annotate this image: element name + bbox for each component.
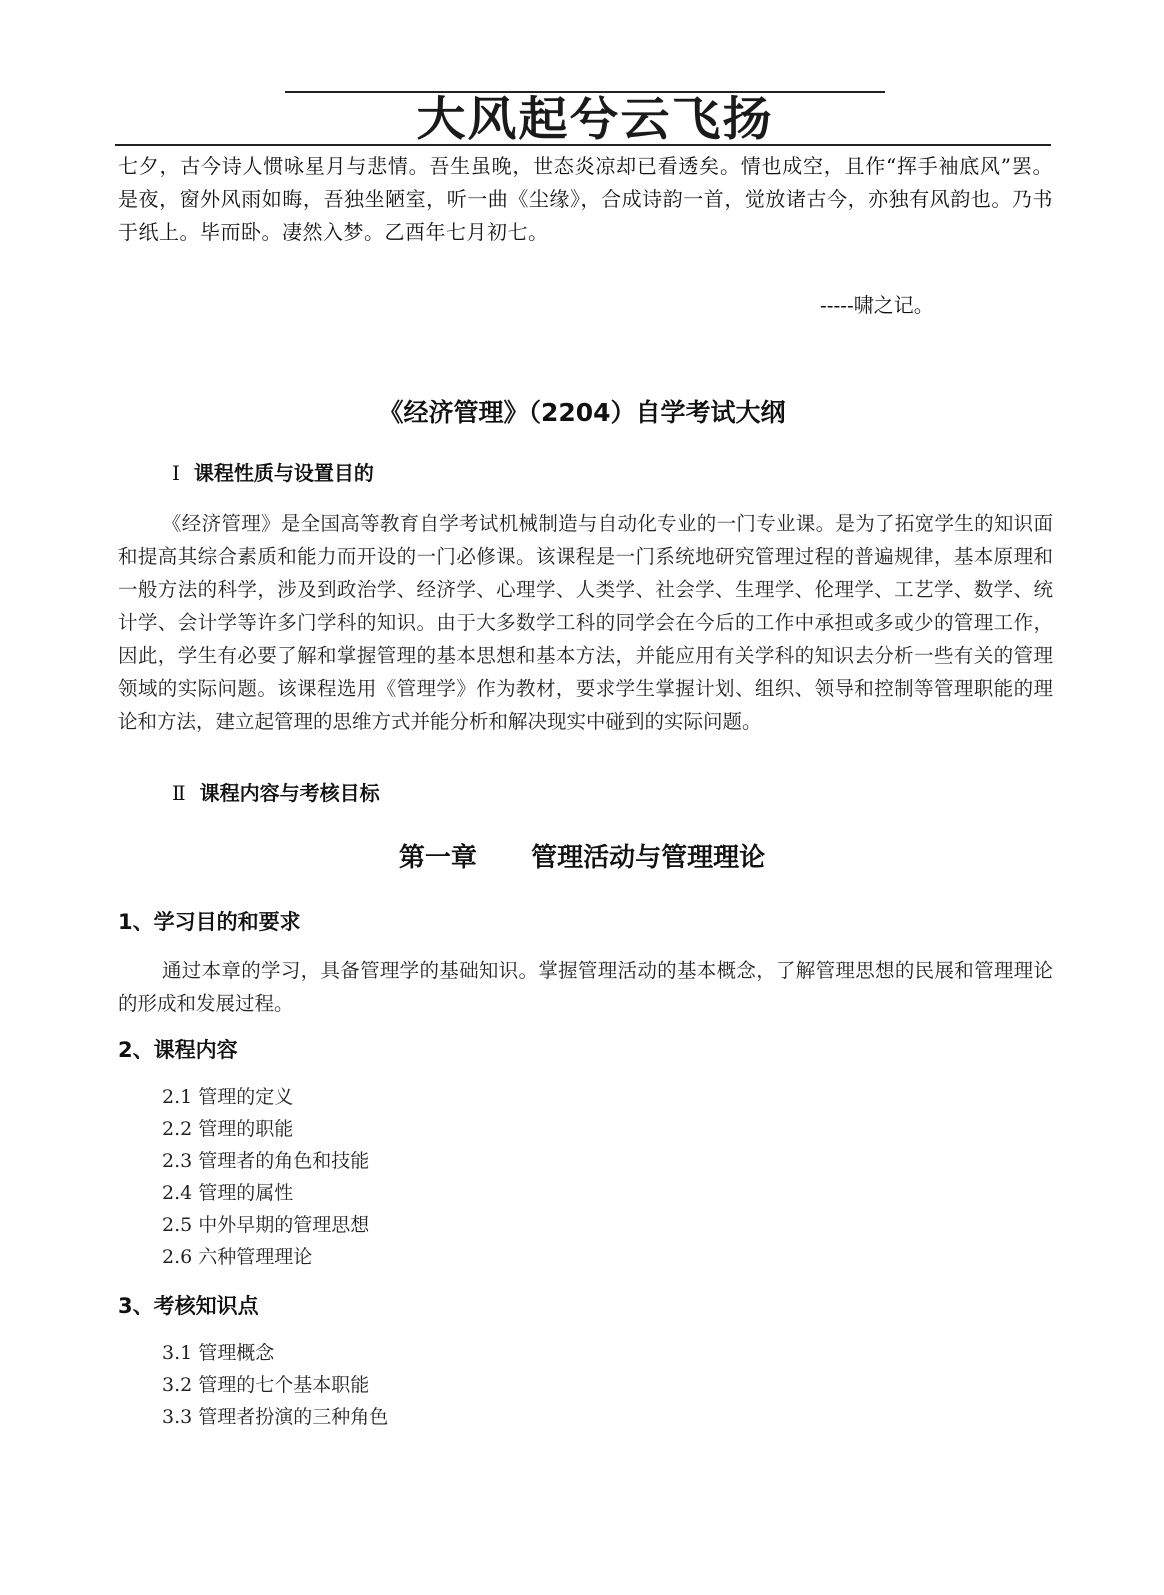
- course-intro-paragraph: 《经济管理》是全国高等教育自学考试机械制造与自动化专业的一门专业课。是为了拓宽学生的知识面和提高其综合素质和能力而开设的一门必修课。该课程是一门系统地研究管理过程的普遍规律，基本原理和一般方法的科学，涉及到政治学、经济学、心理学、人类学、社会学、生理学、伦理学、工艺学、数学、统计学、会计学等许多门学科的知识。由于大多数学工科的同学会在今后的工作中承担或多或少的管理工作，因此，学生有必要了解和掌握管理的基本思想和基本方法，并能应用有关学科的知识去分析一些有关的管理领域的实际问题。该课程选用《管理学》作为教材，要求学生掌握计划、组织、领导和控制等管理职能的理论和方法，建立起管理的思维方式并能分析和解决现实中碰到的实际问题。: [118, 512, 1053, 733]
- preface-paragraph: 七夕，古今诗人惯咏星月与悲情。吾生虽晚，世态炎凉却已看透矣。情也成空，且作“挥手袖底风”罢。是夜，窗外风雨如晦，吾独坐陋室，听一曲《尘缘》，合成诗韵一首，觉放诸古今，亦独有风韵也。乃书于纸上。毕而卧。凄然入梦。乙酉年七月初七。: [118, 154, 1053, 244]
- objective-paragraph: 通过本章的学习，具备管理学的基础知识。掌握管理活动的基本概念，了解管理思想的民展和管理理论的形成和发展过程。: [118, 959, 1053, 1015]
- knowledge-list: [162, 1337, 388, 1433]
- list-item: 3.1 管理概念: [162, 1342, 275, 1364]
- banner-calligraphy-title: 大风起兮云飞扬: [416, 92, 774, 147]
- section-numeral: Ⅰ: [172, 461, 180, 485]
- list-item: 3.2 管理的七个基本职能: [162, 1374, 370, 1396]
- syllabus-title: 《经济管理》（2204）自学考试大纲: [378, 398, 786, 427]
- section-heading-course-content: [172, 778, 380, 808]
- objective-heading: 1、学习目的和要求: [118, 910, 301, 934]
- list-item: 2.1 管理的定义: [162, 1086, 294, 1108]
- list-item: 2.4 管理的属性: [162, 1182, 294, 1204]
- content-list: [162, 1081, 369, 1273]
- content-heading: 2、课程内容: [118, 1038, 238, 1062]
- section-numeral: Ⅱ: [172, 781, 186, 805]
- chapter-title: 第一章 管理活动与管理理论: [398, 843, 766, 873]
- knowledge-heading: 3、考核知识点: [118, 1294, 259, 1318]
- section-label: 课程性质与设置目的: [193, 461, 374, 485]
- list-item: 2.3 管理者的角色和技能: [162, 1150, 370, 1172]
- banner-bottom-rule: [115, 144, 1051, 146]
- list-item: 2.2 管理的职能: [162, 1118, 294, 1140]
- list-item: 2.5 中外早期的管理思想: [162, 1214, 370, 1236]
- section-heading-course-nature: [172, 458, 374, 488]
- list-item: 3.3 管理者扮演的三种角色: [162, 1406, 389, 1428]
- list-item: 2.6 六种管理理论: [162, 1246, 313, 1268]
- preface-signature: -----啸之记。: [820, 293, 934, 317]
- section-label: 课程内容与考核目标: [199, 781, 380, 805]
